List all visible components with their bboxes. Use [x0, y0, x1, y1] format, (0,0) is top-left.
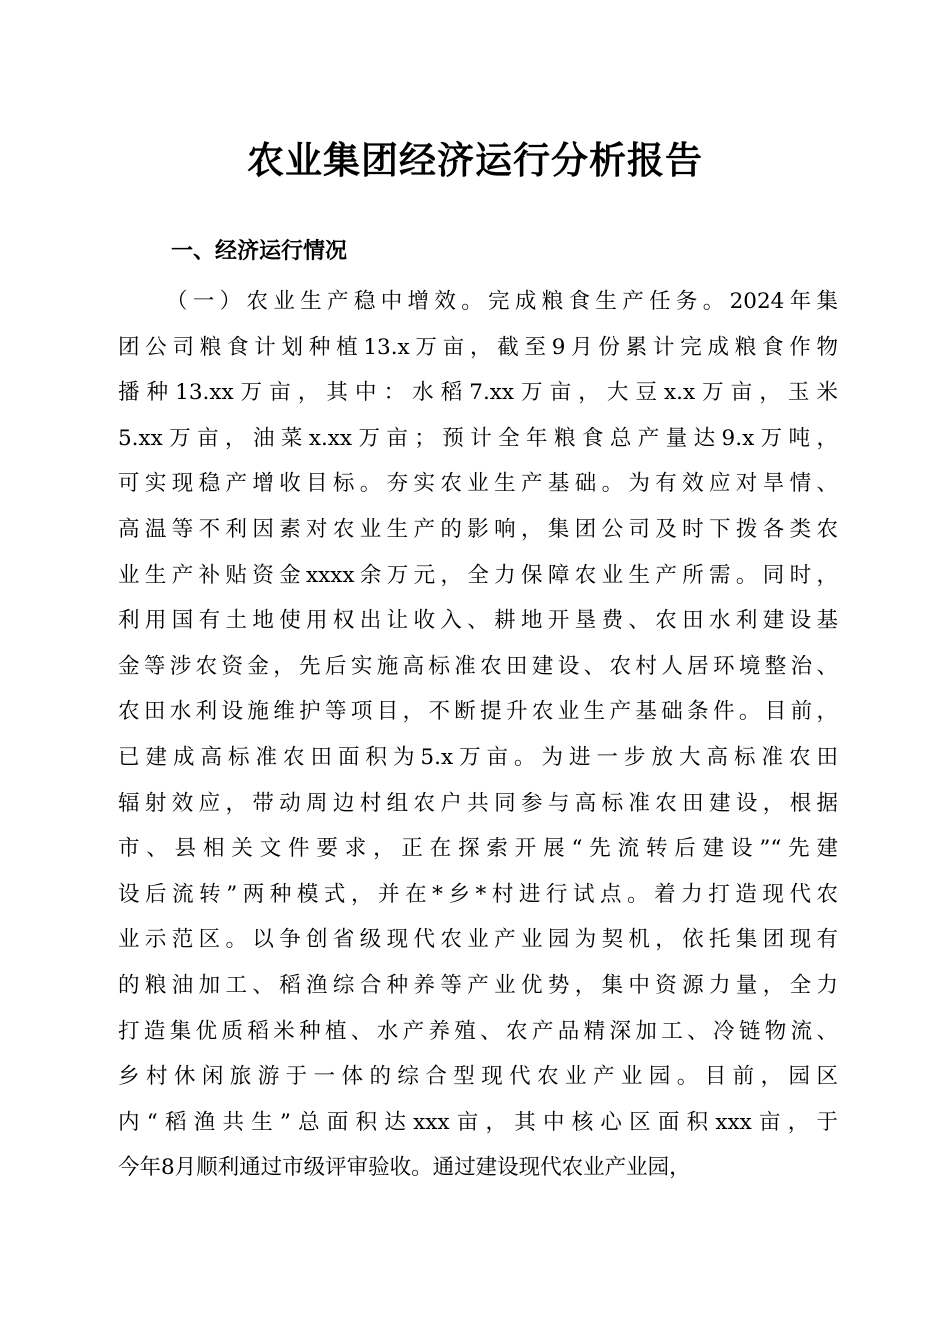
paragraph-line: 播种13.xx万亩，其中：水稻7.xx万亩，大豆x.x万亩，玉米 — [118, 380, 838, 406]
document-title: 农业集团经济运行分析报告 — [247, 138, 703, 182]
paragraph-line: 利用国有土地使用权出让收入、耕地开垦费、农田水利建设基 — [118, 608, 838, 634]
paragraph-line: 乡村休闲旅游于一体的综合型现代农业产业园。目前，园区 — [118, 1064, 838, 1090]
paragraph-line: 打造集优质稻米种植、水产养殖、农产品精深加工、冷链物流、 — [118, 1018, 838, 1044]
paragraph-line: 今年8月顺利通过市级评审验收。通过建设现代农业产业园， — [118, 1155, 691, 1181]
paragraph-line: 市、县相关文件要求，正在探索开展“先流转后建设”“先建 — [118, 836, 838, 862]
paragraph-line: 团公司粮食计划种植13.x万亩，截至9月份累计完成粮食作物 — [118, 334, 838, 360]
paragraph-line: 高温等不利因素对农业生产的影响，集团公司及时下拨各类农 — [118, 516, 838, 542]
paragraph-line: 内“稻渔共生”总面积达xxx亩，其中核心区面积xxx亩，于 — [118, 1109, 838, 1135]
paragraph-line: （一）农业生产稳中增效。完成粮食生产任务。2024年集 — [166, 289, 838, 314]
paragraph — [118, 279, 838, 1191]
paragraph-line: 5.xx万亩，油菜x.xx万亩；预计全年粮食总产量达9.x万吨， — [118, 425, 838, 451]
paragraph-line: 的粮油加工、稻渔综合种养等产业优势，集中资源力量，全力 — [118, 972, 838, 998]
paragraph-line: 已建成高标准农田面积为5.x万亩。为进一步放大高标准农田 — [118, 744, 838, 770]
paragraph-line: 设后流转”两种模式，并在*乡*村进行试点。着力打造现代农 — [118, 881, 838, 907]
paragraph-line: 业示范区。以争创省级现代农业产业园为契机，依托集团现有 — [118, 927, 838, 953]
paragraph-line: 农田水利设施维护等项目，不断提升农业生产基础条件。目前， — [118, 699, 838, 725]
paragraph-line: 辐射效应，带动周边村组农户共同参与高标准农田建设，根据 — [118, 790, 838, 816]
paragraph-line: 金等涉农资金，先后实施高标准农田建设、农村人居环境整治、 — [118, 653, 838, 679]
section-heading: 一、经济运行情况 — [171, 239, 348, 264]
paragraph-line: 可实现稳产增收目标。夯实农业生产基础。为有效应对旱情、 — [118, 471, 838, 497]
paragraph-line: 业生产补贴资金xxxx余万元，全力保障农业生产所需。同时， — [118, 562, 838, 588]
